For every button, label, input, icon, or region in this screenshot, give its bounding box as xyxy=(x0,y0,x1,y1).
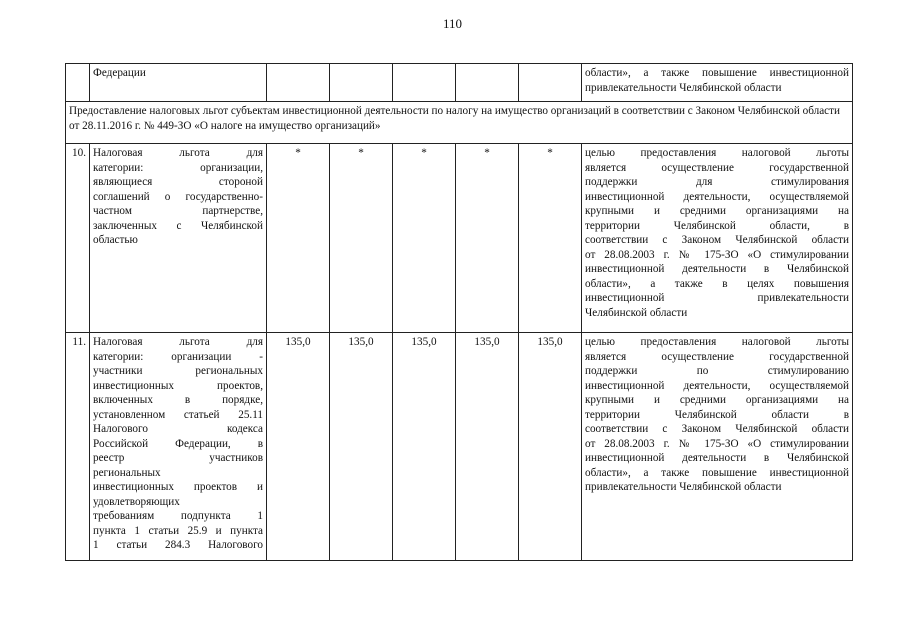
name-line: пункта 1 статьи 25.9 и пункта xyxy=(93,524,263,537)
name-line: Налоговая льгота для xyxy=(93,336,263,348)
name-line: соглашений о государственно- xyxy=(93,190,263,203)
goal-line: крупными и средними организациями на xyxy=(585,205,849,217)
goal-line: поддержки по стимулированию xyxy=(585,365,849,377)
goal-line: привлекательности Челябинской области xyxy=(585,481,782,493)
goal-line: инвестиционной деятельности, осуществляемой xyxy=(585,379,849,392)
number-cell xyxy=(66,64,90,102)
table-row-continuation xyxy=(66,64,853,102)
name-line: областью xyxy=(93,234,138,246)
page-number: 110 xyxy=(442,16,463,31)
row-number: 10. xyxy=(66,144,90,333)
goal-line: области», а также повышение инвестиционной xyxy=(585,466,849,479)
name-cell xyxy=(90,144,267,333)
value-cell xyxy=(519,64,582,102)
name-line: установленном статьей 25.11 xyxy=(93,408,263,421)
name-line: включенных в порядке, xyxy=(93,394,263,406)
goal-line: от 28.08.2003 г. № 175-ЗО «О стимулировании xyxy=(585,248,849,261)
goal-line: инвестиционной деятельности в Челябинской xyxy=(585,263,849,275)
table-row-section xyxy=(66,102,853,144)
goal-line: целью предоставления налоговой льготы xyxy=(585,147,849,159)
name-line: частном партнерстве, xyxy=(93,205,263,217)
goal-line: является осуществление государственной xyxy=(585,350,849,363)
name-line: требованиям подпункта 1 xyxy=(93,510,263,522)
name-line: реестр участников xyxy=(93,452,263,464)
name-line: участники региональных xyxy=(93,365,263,377)
value-cell xyxy=(267,64,330,102)
value-cell: 135,0 xyxy=(393,333,456,561)
goal-line: целью предоставления налоговой льготы xyxy=(585,336,849,348)
name-line: 1 статьи 284.3 Налогового xyxy=(93,539,263,551)
name-line: Налогового кодекса xyxy=(93,423,263,435)
goal-line: территории Челябинской области, в xyxy=(585,219,849,232)
value-cell xyxy=(393,64,456,102)
value-cell: 135,0 xyxy=(456,333,519,561)
goal-line: от 28.08.2003 г. № 175-ЗО «О стимулировании xyxy=(585,437,849,450)
value-cell: * xyxy=(456,144,519,333)
goal-line: территории Челябинской области в xyxy=(585,408,849,421)
goal-line: Челябинской области xyxy=(585,306,688,319)
goal-line: крупными и средними организациями на xyxy=(585,394,849,406)
goal-line: соответствии с Законом Челябинской области xyxy=(585,234,849,246)
name-line: региональных xyxy=(93,466,161,479)
table-row-10 xyxy=(66,144,853,333)
goal-line: инвестиционной деятельности в Челябинской xyxy=(585,452,849,464)
value-cell: 135,0 xyxy=(330,333,393,561)
value-cell xyxy=(330,64,393,102)
value-cell: * xyxy=(330,144,393,333)
value-cell: 135,0 xyxy=(267,333,330,561)
goal-cell xyxy=(582,64,853,102)
goal-line: области», а также в целях повышения xyxy=(585,277,849,290)
goal-line: соответствии с Законом Челябинской области xyxy=(585,423,849,435)
name-line: категории: организации, xyxy=(93,161,263,174)
goal-cell xyxy=(582,144,853,333)
value-cell: * xyxy=(267,144,330,333)
name-line: Налоговая льгота для xyxy=(93,147,263,159)
row-number: 11. xyxy=(66,333,90,561)
value-cell: 135,0 xyxy=(519,333,582,561)
value-cell xyxy=(456,64,519,102)
name-line: удовлетворяющих xyxy=(93,495,180,508)
value-cell: * xyxy=(393,144,456,333)
name-line: инвестиционных проектов, xyxy=(93,379,263,392)
name-cell xyxy=(90,333,267,561)
section-title: Предоставление налоговых льгот субъектам инвестиционной деятельности по налогу на имущество организаций в соответствии с Законом Челябинской области от 28.11.2016 г. № 449-ЗО «О налоге на имущество организаций» xyxy=(66,102,853,144)
name-line: являющиеся стороной xyxy=(93,176,263,188)
name-line: категории: организации - xyxy=(93,350,263,363)
name-cell: Федерации xyxy=(90,64,267,102)
goal-line: инвестиционной деятельности, осуществляемой xyxy=(585,190,849,203)
goal-line: является осуществление государственной xyxy=(585,161,849,174)
goal-line: инвестиционной привлекательности xyxy=(585,292,849,304)
name-line: заключенных с Челябинской xyxy=(93,219,263,232)
tax-benefits-table xyxy=(65,63,853,561)
table-row-11 xyxy=(66,333,853,561)
name-line: инвестиционных проектов и xyxy=(93,481,263,493)
goal-line: привлекательности Челябинской области xyxy=(585,81,782,94)
goal-cell xyxy=(582,333,853,561)
goal-line: поддержки для стимулирования xyxy=(585,176,849,188)
goal-line: области», а также повышение инвестиционной xyxy=(585,67,849,79)
name-line: Российской Федерации, в xyxy=(93,437,263,450)
value-cell: * xyxy=(519,144,582,333)
